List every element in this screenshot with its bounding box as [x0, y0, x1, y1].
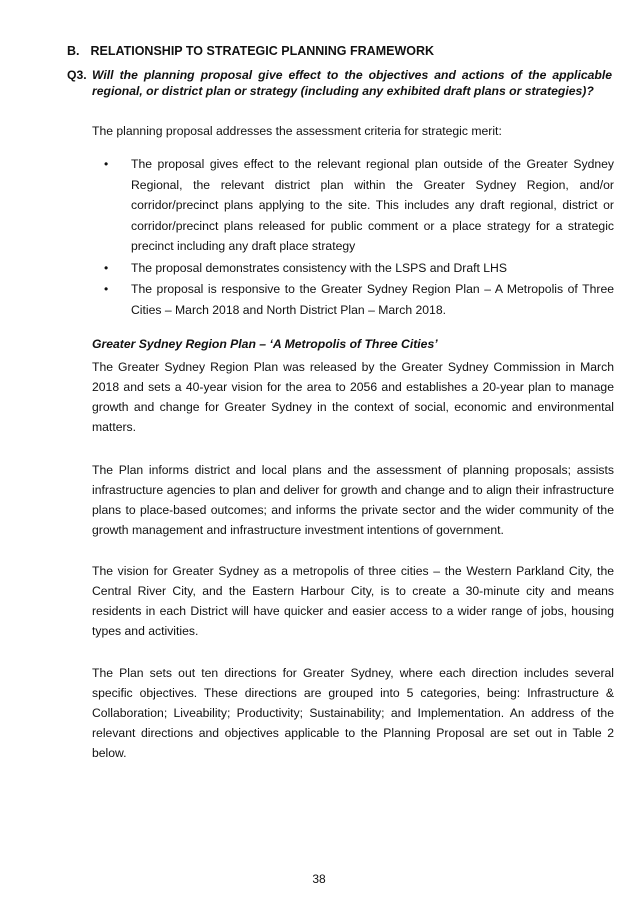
bullet-icon: • — [104, 157, 109, 171]
body-paragraph: The vision for Greater Sydney as a metropolis of three cities – the Western Parkland City, the Central River City, and the Eastern Harbour City, is to create a 30-minute city and means residents in each District will have quicker and easier access to a wider range of jobs, housing types and activities. — [92, 564, 614, 638]
page-number: 38 — [312, 872, 326, 886]
list-item — [92, 279, 614, 320]
criteria-list — [92, 154, 614, 321]
body-paragraph: The Plan informs district and local plans and the assessment of planning proposals; assists infrastructure agencies to plan and deliver for growth and change and to align their infrastructure plans to place-based outcomes; and informs the private sector and the wider community of the growth management and infrastructure investment intentions of government. — [92, 463, 614, 537]
question-block — [67, 67, 612, 99]
intro-paragraph: The planning proposal addresses the assessment criteria for strategic merit: — [92, 124, 502, 138]
body-paragraph: The Plan sets out ten directions for Greater Sydney, where each direction includes several specific objectives. These directions are grouped into 5 categories, being: Infrastructure & Collaboration; Liveability; Productivity; Sustainability; and Implementation. An address of the relevant directions and objectives applicable to the Planning Proposal are set out in Table 2 below. — [92, 666, 614, 760]
list-item-text: The proposal demonstrates consistency with the LSPS and Draft LHS — [131, 260, 507, 275]
question-number: Q3. — [67, 68, 87, 82]
list-item-text: The proposal gives effect to the relevant regional plan outside of the Greater Sydney Regional, the relevant district plan within the Greater Sydney Region, and/or corridor/precinct plans applying to the site. This includes any draft regional, district or corridor/precinct plans released for public comment or a place strategy for a strategic precinct including any draft place strategy — [131, 157, 614, 253]
subheading: Greater Sydney Region Plan – ‘A Metropolis of Three Cities’ — [92, 337, 438, 351]
list-item — [92, 258, 614, 279]
body-paragraph: The Greater Sydney Region Plan was released by the Greater Sydney Commission in March 2018 and sets a 40-year vision for the area to 2056 and establishes a 20-year plan to manage growth and change for Greater Sydney in the context of social, economic and environmental matters. — [92, 360, 614, 434]
section-title: RELATIONSHIP TO STRATEGIC PLANNING FRAMEWORK — [90, 44, 435, 58]
question-text: Will the planning proposal give effect to the objectives and actions of the applicable regional, or district plan or strategy (including any exhibited draft plans or strategies)? — [92, 68, 612, 98]
bullet-icon: • — [104, 260, 109, 275]
section-heading — [67, 44, 434, 58]
list-item — [92, 154, 614, 257]
section-letter: B. — [67, 44, 80, 58]
bullet-icon: • — [104, 282, 109, 296]
list-item-text: The proposal is responsive to the Greater Sydney Region Plan – A Metropolis of Three Cities – March 2018 and North District Plan – March 2018. — [131, 282, 614, 317]
